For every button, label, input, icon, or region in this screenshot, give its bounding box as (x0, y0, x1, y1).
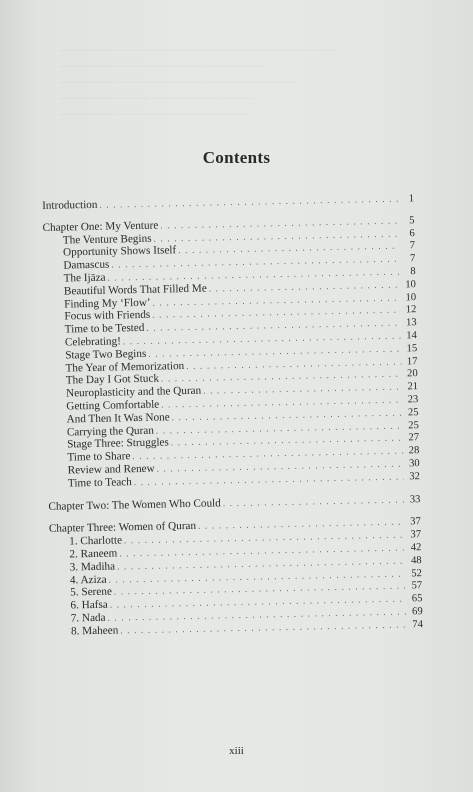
toc-entry-title: The Ijāza (63, 271, 106, 285)
toc-entry-title: Carrying the Quran (66, 424, 154, 439)
toc-entry-page: 17 (406, 355, 418, 367)
toc-entry-page: 8 (410, 266, 416, 278)
toc-entry-title: The Day I Got Stuck (65, 372, 160, 387)
toc-entry-page: 7 (409, 240, 416, 252)
toc-entry-title: 2. Raneem (69, 547, 118, 561)
table-of-contents (42, 192, 423, 638)
toc-entry-page: 6 (409, 227, 415, 239)
toc-entry-page: 52 (411, 567, 423, 579)
toc-entry-page: 37 (410, 529, 422, 541)
toc-entry (42, 192, 414, 213)
toc-entry-title: Chapter One: My Venture (42, 219, 159, 234)
toc-entry-title: 5. Serene (70, 585, 112, 599)
toc-entry-page: 65 (411, 593, 423, 605)
toc-entry-title: Time to Teach (67, 475, 132, 490)
toc-entry-page: 27 (408, 432, 420, 444)
toc-entry-page: 25 (408, 419, 419, 431)
toc-entry-title: 7. Nada (70, 611, 106, 625)
page-number: xiii (229, 745, 244, 757)
toc-entry-page: 10 (405, 291, 417, 303)
toc-entry-title: Stage Two Begins (65, 347, 147, 362)
toc-entry-title: Finding My ‘Flow’ (64, 296, 151, 311)
toc-entry-title: Chapter Three: Women of Quran (48, 520, 197, 536)
toc-entry-page: 42 (410, 542, 422, 554)
dot-leader (223, 493, 405, 510)
toc-entry-title: 1. Charlotte (69, 534, 123, 548)
toc-entry-title: Time to Share (67, 450, 131, 464)
toc-entry-title: Beautiful Words That Filled Me (63, 282, 207, 298)
toc-entry-page: 7 (409, 253, 416, 265)
toc-entry-title: Stage Three: Struggles (67, 436, 169, 451)
toc-entry-title: Chapter Two: The Women Who Could (48, 496, 221, 513)
toc-entry-title: Time to be Tested (64, 322, 145, 336)
toc-entry-page: 21 (407, 381, 419, 393)
toc-entry-page: 32 (409, 470, 420, 483)
toc-entry-page: 1 (408, 193, 415, 205)
toc-entry-page: 13 (405, 317, 417, 329)
toc-entry-title: Introduction (42, 198, 98, 212)
toc-entry-page: 23 (407, 394, 419, 406)
toc-entry-page: 10 (405, 278, 416, 291)
toc-entry-title: 8. Maheen (70, 624, 119, 638)
toc-entry-page: 74 (412, 618, 424, 631)
toc-entry-title: Getting Comfortable (66, 398, 160, 413)
toc-entry-page: 37 (410, 516, 421, 528)
toc-entry-title: The Year of Memorization (65, 359, 185, 375)
toc-entry-page: 14 (406, 330, 418, 342)
toc-entry-page: 33 (409, 493, 421, 505)
toc-entry (48, 493, 420, 514)
toc-entry-title: Damascus (63, 258, 110, 272)
toc-entry-page: 48 (410, 554, 422, 567)
toc-entry-title: 3. Madiha (69, 560, 116, 574)
toc-entry-title: Celebrating! (64, 335, 122, 349)
toc-entry-title: And Then It Was None (66, 411, 170, 426)
toc-entry-page: 28 (408, 445, 420, 457)
bleed-through-text: ――――――――――――――――――――――――― ―――――― ――――――― ――――― ――――― ―――――――― ―――――――― ―――――――― ―――――― ――― ――――― ―――――――――――― (60, 44, 335, 120)
toc-entry-title: The Venture Begins (62, 232, 152, 247)
toc-entry-page: 20 (407, 368, 418, 380)
toc-entry-page: 15 (406, 342, 418, 355)
toc-entry-page: 30 (408, 458, 420, 470)
toc-entry-title: Neuroplasticity and the Quran (65, 384, 202, 400)
toc-entry-title: Opportunity Shows Itself (62, 244, 177, 259)
toc-entry-page: 57 (411, 580, 423, 592)
toc-entry-page: 25 (407, 406, 419, 419)
page-title: Contents (202, 148, 271, 167)
dot-leader (99, 193, 398, 212)
toc-entry-page: 12 (405, 304, 417, 316)
toc-entry-title: Review and Renew (67, 462, 155, 477)
toc-entry-page: 5 (409, 215, 415, 227)
toc-entry-title: Focus with Friends (64, 309, 151, 323)
toc-entry-title: 6. Hafsa (70, 598, 108, 612)
toc-entry-title: 4. Aziza (69, 573, 107, 587)
toc-entry-page: 69 (411, 606, 423, 618)
